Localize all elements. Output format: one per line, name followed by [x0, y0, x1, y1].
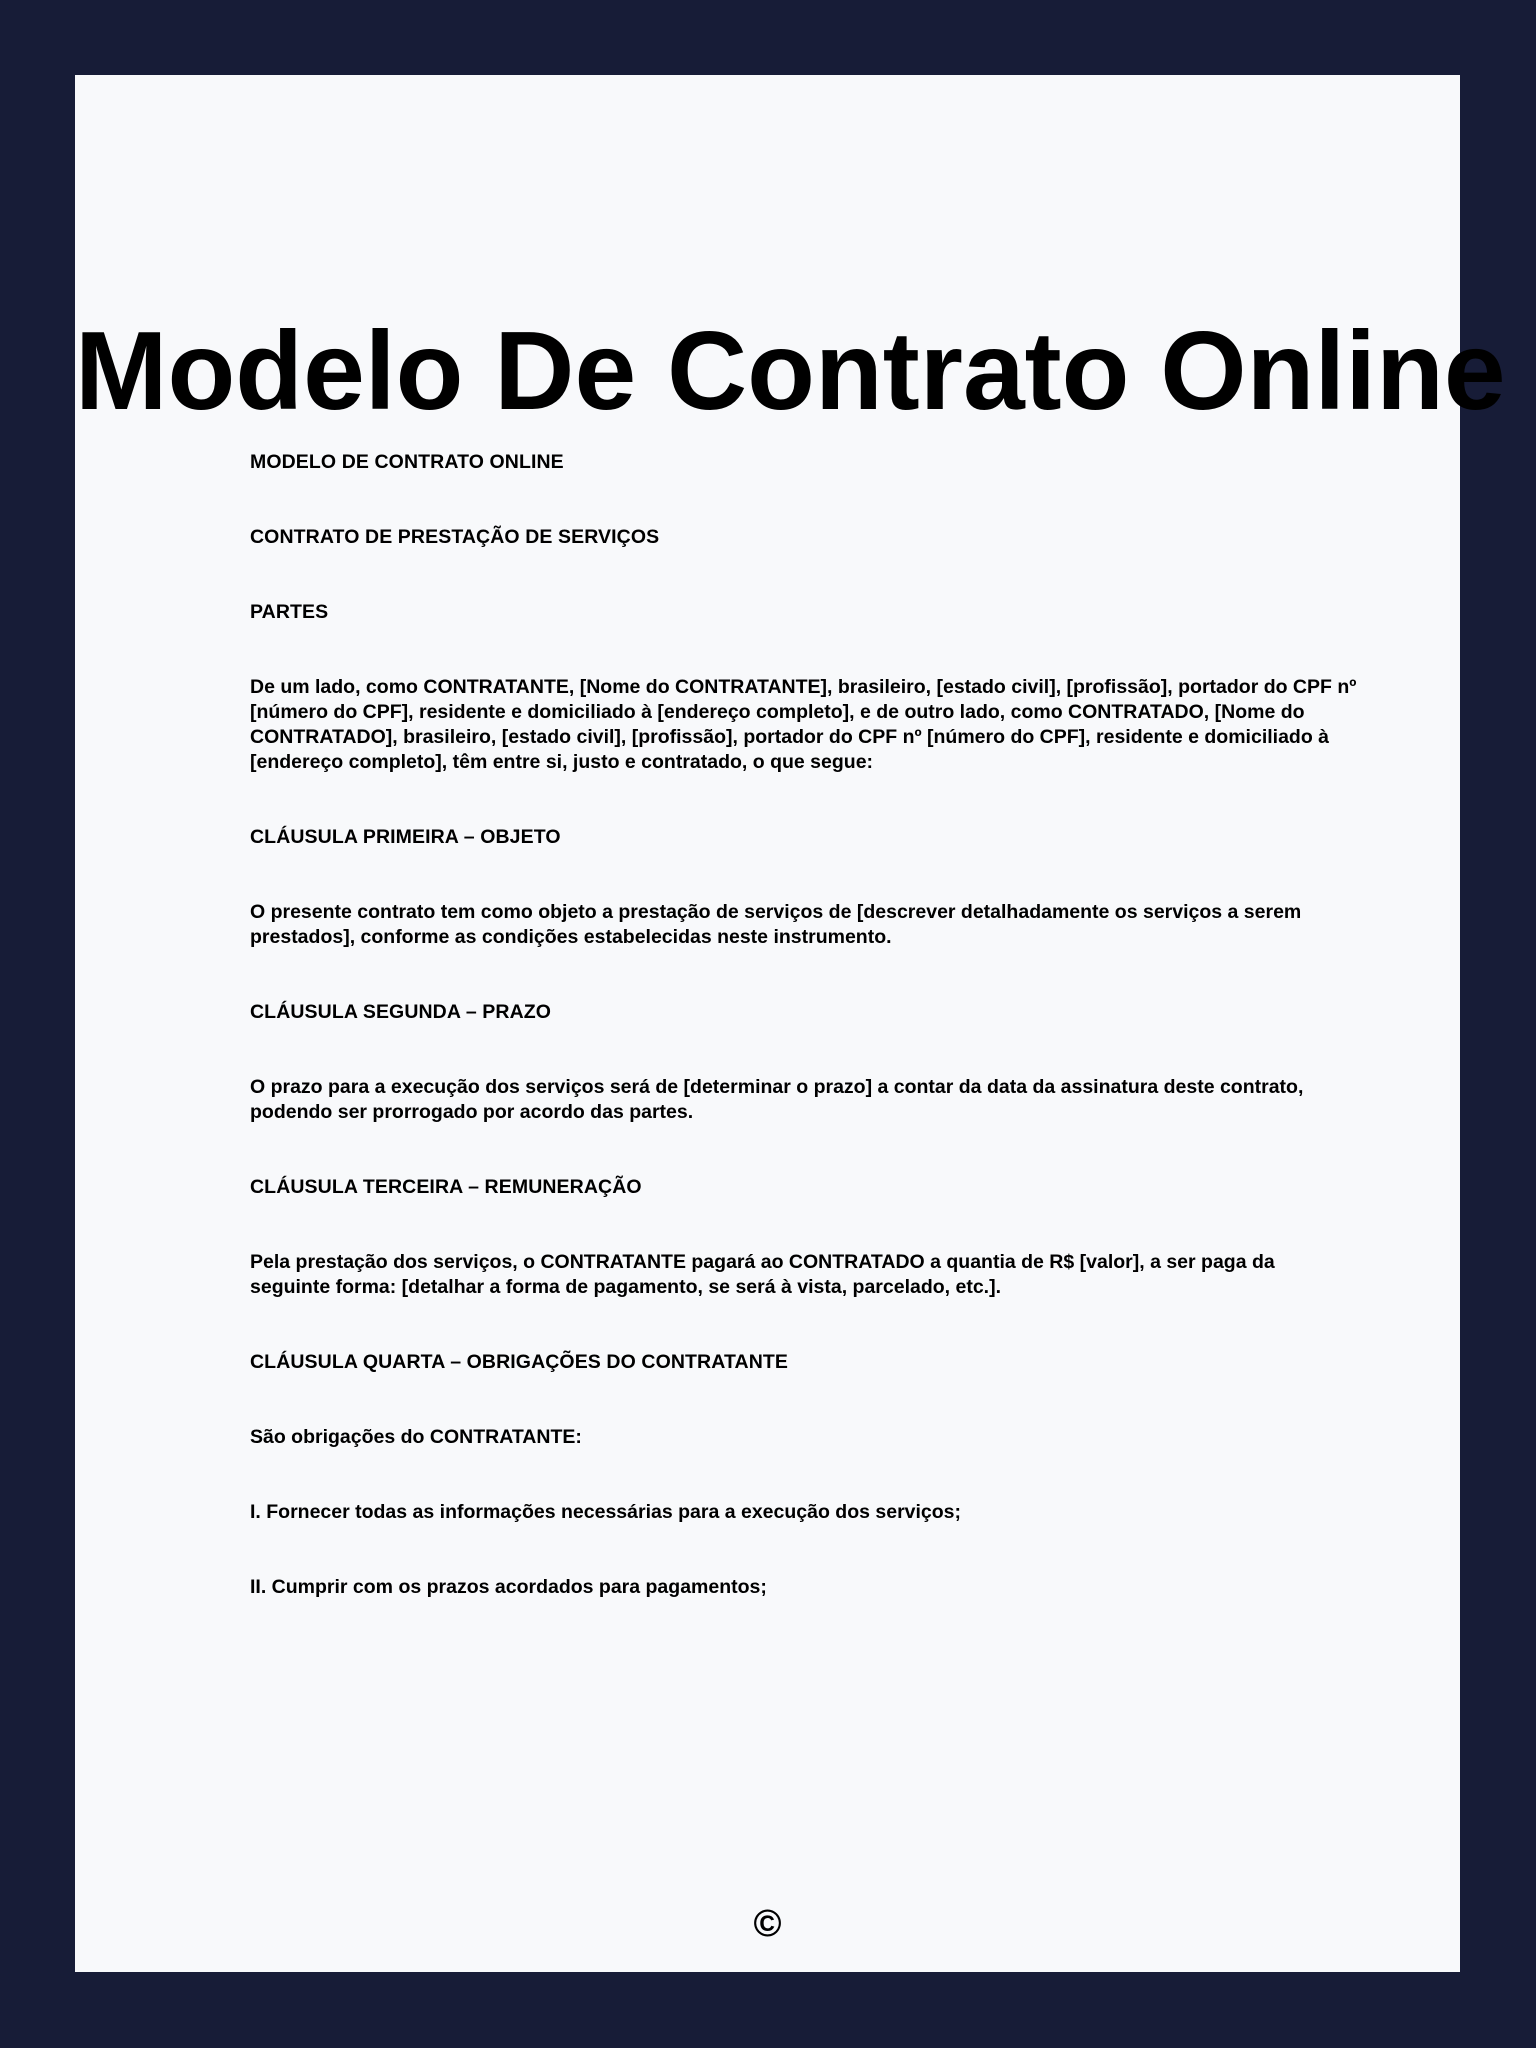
clause-one-heading: CLÁUSULA PRIMEIRA – OBJETO	[250, 826, 561, 848]
parties-heading: PARTES	[250, 601, 329, 623]
parties-paragraph: De um lado, como CONTRATANTE, [Nome do CONTRATANTE], brasileiro, [estado civil], [profissão], portador do CPF nº [número do CPF], residente e domiciliado à [endereço completo], e de outro lado, como CONTRATADO, [Nome do CONTRATADO], brasileiro, [estado civil], [profissão], portador do CPF nº [número do CPF], residente e domiciliado à [endereço completo], têm entre si, justo e contratado, o que segue:	[250, 676, 1357, 773]
document-heading: MODELO DE CONTRATO ONLINE	[250, 451, 564, 473]
obligation-item-2: II. Cumprir com os prazos acordados para pagamentos;	[250, 1576, 767, 1598]
document-page	[75, 75, 1506, 1972]
page-title: Modelo De Contrato Online	[75, 309, 1506, 434]
clause-four-intro: São obrigações do CONTRATANTE:	[250, 1426, 582, 1448]
clause-two-paragraph: O prazo para a execução dos serviços será de [determinar o prazo] a contar da data da assinatura deste contrato, podendo ser prorrogado por acordo das partes.	[250, 1076, 1304, 1123]
contract-type-heading: CONTRATO DE PRESTAÇÃO DE SERVIÇOS	[250, 526, 660, 548]
clause-three-paragraph: Pela prestação dos serviços, o CONTRATANTE pagará ao CONTRATADO a quantia de R$ [valor], a ser paga da seguinte forma: [detalhar a forma de pagamento, se será à vista, parcelado, etc.].	[250, 1251, 1275, 1298]
clause-four-heading: CLÁUSULA QUARTA – OBRIGAÇÕES DO CONTRATANTE	[250, 1351, 789, 1373]
obligation-item-1: I. Fornecer todas as informações necessárias para a execução dos serviços;	[250, 1501, 962, 1523]
contract-content	[250, 450, 1360, 1650]
clause-one-paragraph: O presente contrato tem como objeto a prestação de serviços de [descrever detalhadamente os serviços a serem prestados], conforme as condições estabelecidas neste instrumento.	[250, 901, 1302, 948]
copyright-icon: ©	[753, 1903, 782, 1945]
clause-two-heading: CLÁUSULA SEGUNDA – PRAZO	[250, 1001, 552, 1023]
clause-three-heading: CLÁUSULA TERCEIRA – REMUNERAÇÃO	[250, 1176, 642, 1198]
